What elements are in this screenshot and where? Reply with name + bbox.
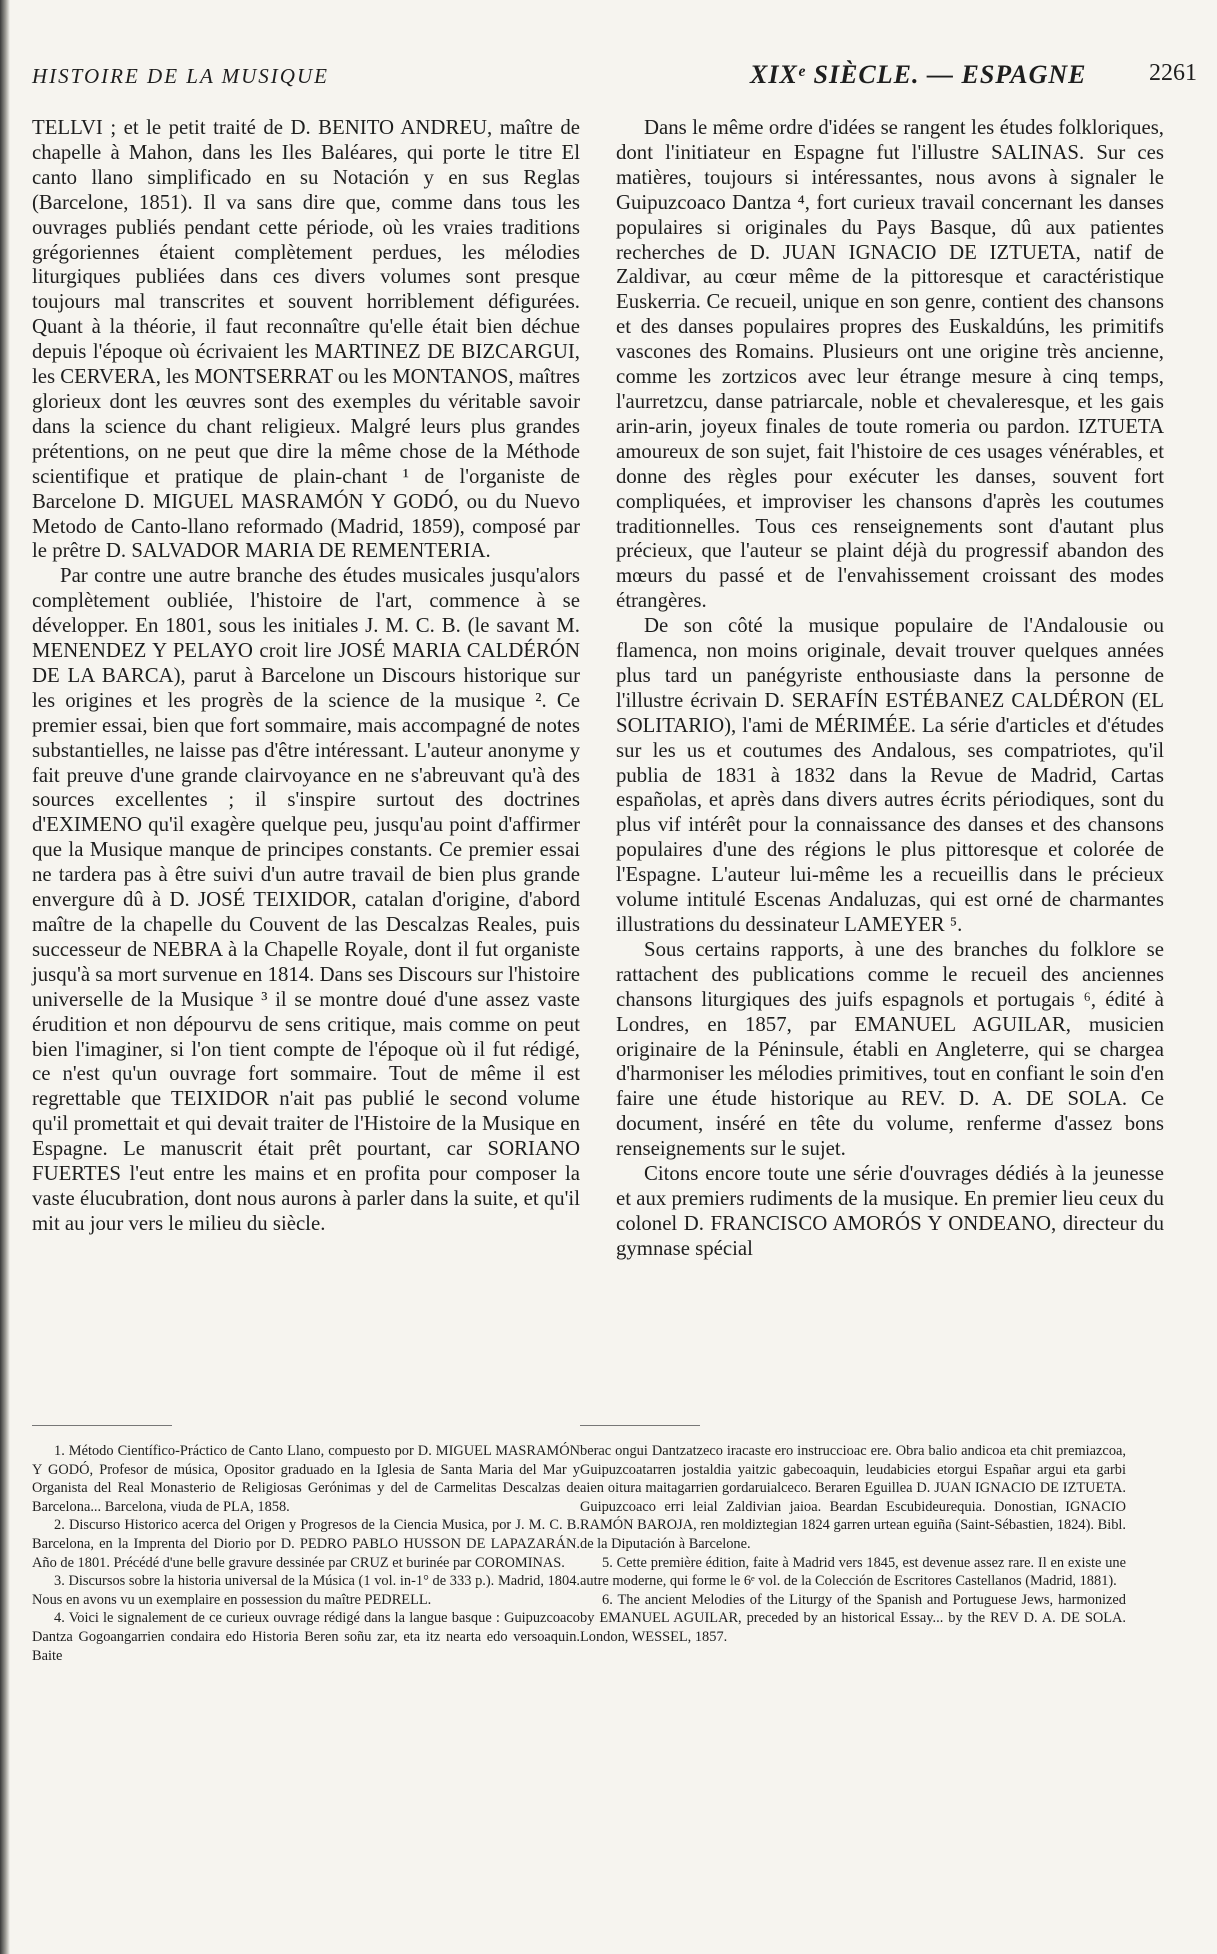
paragraph: Sous certains rapports, à une des branches du folklore se rattachent des publications comme le recueil des anciennes chansons liturgiques des juifs espagnols et portugais ⁶, édité à Londres, en 1857, par EMANUEL AGUILAR, musicien originaire de la Péninsule, établi en Angleterre, qui se chargea d'harmoniser les mélodies primitives, tout en confiant le soin d'en faire une étude historique au REV. D. A. DE SOLA. Ce document, inséré en tête du volume, renferme d'assez bons renseignements sur le sujet. [616, 937, 1164, 1161]
footnote: 6. The ancient Melodies of the Liturgy of the Spanish and Portuguese Jews, harmonized by EMANUEL AGUILAR, preceded by an historical Essay... by the REV D. A. DE SOLA. London, WESSEL, 1857. [580, 1591, 1126, 1645]
right-column [616, 116, 1164, 1262]
paragraph: Citons encore toute une série d'ouvrages dédiés à la jeunesse et aux premiers rudiments de la musique. En premier lieu ceux du colonel D. FRANCISCO AMORÓS Y ONDEANO, directeur du gymnase spécial [616, 1162, 1164, 1260]
footnote: 1. Método Científico-Práctico de Canto Llano, compuesto por D. MIGUEL MASRAMÓN Y GODÓ, Profesor de música, Opositor graduado en la Iglesia de Santa Maria del Mar y Organista del Real Monasterio de Religiosas Gerónimas y del de Carmelitas Descalzas de Barcelona... Barcelona, viuda de PLA, 1858. [32, 1443, 580, 1515]
footnote: 4. Voici le signalement de ce curieux ouvrage rédigé dans la langue basque : Guipuzcoaco Dantza Gogoangarrien condaira edo Historia Beren soñu zar, eta itz nearta edo versoaquin. Baite [32, 1610, 580, 1664]
footnote-divider [32, 1425, 172, 1426]
left-column [32, 116, 580, 1237]
right-footnotes [580, 1442, 1126, 1647]
footnote: 3. Discursos sobre la historia universal de la Música (1 vol. in-1° de 333 p.). Madrid, 1804. Nous en avons vu un exemplaire en possession du maître PEDRELL. [32, 1573, 580, 1608]
page-binding-shadow [0, 0, 10, 1954]
paragraph: Par contre une autre branche des études musicales jusqu'alors complètement oubliée, l'histoire de l'art, commence à se développer. En 1801, sous les initiales J. M. C. B. (le savant M. MENENDEZ Y PELAYO croit lire JOSÉ MARIA CALDÉRÓN DE LA BARCA), parut à Barcelone un Discours historique sur les origines et les progrès de la science de la musique ². Ce premier essai, bien que fort sommaire, mais accompagné de notes substantielles, ne laisse pas d'être intéressant. L'auteur anonyme y fait preuve d'une grande clairvoyance en ne s'abreuvant qu'à des sources excellentes ; il s'inspire surtout des doctrines d'EXIMENO qu'il exagère quelque peu, jusqu'au point d'affirmer que la Musique manque de principes constants. Ce premier essai ne tardera pas à être suivi d'un autre travail de bien plus grande envergure dû à D. JOSÉ TEIXIDOR, catalan d'origine, d'abord maître de la chapelle du Couvent de las Descalzas Reales, puis successeur de NEBRA à la Chapelle Royale, dont il fut organiste jusqu'à sa mort survenue en 1814. Dans ses Discours sur l'histoire universelle de la Musique ³ il se montre doué d'une assez vaste érudition et non dépourvu de sens critique, mais comme on peut bien l'imaginer, si l'on tient compte de l'époque où il fut rédigé, ce n'est qu'un ouvrage fort sommaire. Tout de même il est regrettable que TEIXIDOR n'ait pas publié le second volume qu'il promettait et qui devait traiter de l'Histoire de la Musique en Espagne. Le manuscrit était prêt pourtant, car SORIANO FUERTES l'eut entre les mains et en profita pour composer la vaste élucubration, dont nous aurons à parler dans la suite, et qu'il mit au jour vers le milieu du siècle. [32, 564, 580, 1235]
section-title: XIXᵉ SIÈCLE. — ESPAGNE [750, 60, 1087, 89]
paragraph: Dans le même ordre d'idées se rangent les études folkloriques, dont l'initiateur en Espagne fut l'illustre SALINAS. Sur ces matières, toujours si intéressantes, nous avons à signaler le Guipuzcoaco Dantza ⁴, fort curieux travail concernant les danses populaires si originales du Pays Basque, dû aux patientes recherches de D. JUAN IGNACIO DE IZTUETA, natif de Zaldivar, au cœur même de la pittoresque et caractéristique Euskerria. Ce recueil, unique en son genre, contient des chansons et des danses populaires propres des Euskaldúns, les primitifs vascones des Romains. Plusieurs ont une origine très ancienne, comme les zortzicos avec leur étrange mesure à cinq temps, l'aurretzcu, danse patriarcale, noble et chevaleresque, et les gais arin-arin, joyeux finales de toute romeria ou pardon. IZTUETA amoureux de son sujet, fait l'histoire de ces usages vénérables, et donne des règles pour exécuter les danses, souvent fort compliquées, et improviser les chansons d'après les coutumes traditionnelles. Tous ces renseignements sont d'autant plus précieux, que l'auteur se plaint déjà du progressif abandon des mœurs du passé et de l'envahissement croissant des modes étrangères. [616, 116, 1164, 613]
page-number: 2261 [1149, 60, 1197, 86]
footnote: berac ongui Dantzatzeco iracaste ero instruccioac ere. Obra balio andicoa eta chit premiazcoa, Guipuzcoatarren jostaldia yaitzic gabecoaquin, leudabicies etorgui Españar argui eta garbi aien oitura maitagarrien gordaruialceco. Beraren Eguillea D. JUAN IGNACIO DE IZTUETA. Guipuzcoaco erri leial Zaldivian jaioa. Beardan Escubideurequia. Donostian, IGNACIO RAMÓN BAROJA, ren moldiztegian 1824 garren urtean eguiña (Saint-Sébastien, 1824). Bibl. de la Diputación à Barcelone. [580, 1443, 1126, 1552]
paragraph: TELLVI ; et le petit traité de D. BENITO ANDREU, maître de chapelle à Mahon, dans les Iles Baléares, qui porte le titre El canto llano simplificado en su Notación y en sus Reglas (Barcelone, 1851). Il va sans dire que, comme dans tous les ouvrages publiés pendant cette période, où les vraies traditions grégoriennes étaient complètement perdues, les mélodies liturgiques publiées dans ces divers volumes sont presque toujours mal transcrites et souvent horriblement défigurées. Quant à la théorie, il faut reconnaître qu'elle était bien déchue depuis l'époque où écrivaient les MARTINEZ DE BIZCARGUI, les CERVERA, les MONTSERRAT ou les MONTANOS, maîtres glorieux dont les œuvres sont des exemples du véritable savoir dans la science du chant religieux. Malgré leurs plus grandes prétentions, on ne peut que dire la même chose de la Méthode scientifique et pratique de plain-chant ¹ de l'organiste de Barcelone D. MIGUEL MASRAMÓN Y GODÓ, ou du Nuevo Metodo de Canto-llano reformado (Madrid, 1859), composé par le prêtre D. SALVADOR MARIA DE REMENTERIA. [32, 116, 580, 563]
paragraph: De son côté la musique populaire de l'Andalousie ou flamenca, non moins originale, devait trouver quelques années plus tard un panégyriste enthousiaste dans la personne de l'illustre écrivain D. SERAFÍN ESTÉBANEZ CALDÉRON (EL SOLITARIO), l'ami de MÉRIMÉE. La série d'articles et d'études sur les us et coutumes des Andalous, ses compatriotes, qu'il publia de 1831 à 1832 dans la Revue de Madrid, Cartas españolas, et après dans divers autres écrits périodiques, sont du plus vif intérêt pour la connaissance des danses et des chansons populaires d'une des régions le plus pittoresque et colorée de l'Espagne. L'auteur lui-même les a recueillis dans le précieux volume intitulé Escenas Andaluzas, qui est orné de charmantes illustrations du dessinateur LAMEYER ⁵. [616, 614, 1164, 936]
footnote: 5. Cette première édition, faite à Madrid vers 1845, est devenue assez rare. Il en existe une autre moderne, qui forme le 6ᵉ vol. de la Colección de Escritores Castellanos (Madrid, 1881). [580, 1554, 1126, 1590]
footnote: 2. Discurso Historico acerca del Origen y Progresos de la Ciencia Musica, por J. M. C. B. Barcelona, en la Imprenta del Diorio por D. PEDRO PABLO HUSSON DE LAPAZARÁN. Año de 1801. Précédé d'une belle gravure dessinée par CRUZ et burinée par COROMINAS. [32, 1517, 580, 1571]
running-title: HISTOIRE DE LA MUSIQUE [32, 64, 329, 88]
left-footnotes [32, 1442, 580, 1665]
footnote-divider [580, 1425, 700, 1426]
running-header [32, 60, 1197, 94]
